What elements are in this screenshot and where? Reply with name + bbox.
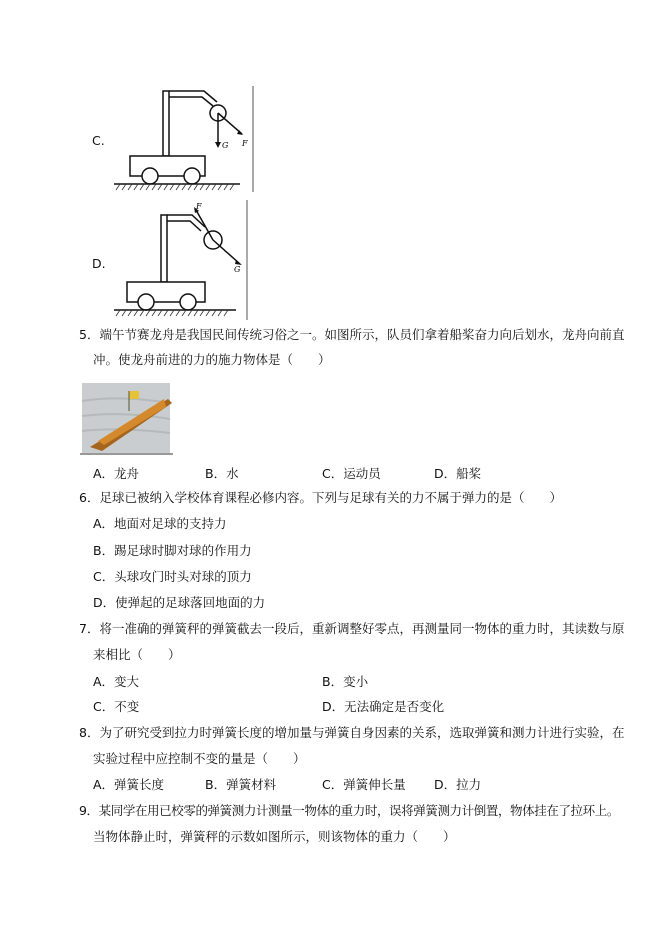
dragon-boat-photo <box>80 381 173 456</box>
q7-option-c: C．不变 <box>93 699 140 714</box>
label-f: F <box>242 139 248 148</box>
option-c-label: C. <box>92 133 105 148</box>
q5-option-b: B．水 <box>205 466 239 481</box>
q8-text-line2: 实验过程中应控制不变的量是（ ） <box>93 751 306 766</box>
q7-option-a: A．变大 <box>93 674 140 689</box>
q6-option-c: C．头球攻门时头对球的顶力 <box>93 569 252 584</box>
q7-text-line1: 7．将一准确的弹簧秤的弹簧截去一段后，重新调整好零点，再测量同一物体的重力时，其读数与原 <box>79 621 625 636</box>
q8-option-c: C．弹簧伸长量 <box>322 777 406 792</box>
q8-option-b: B．弹簧材料 <box>205 777 277 792</box>
q6-text: 6．足球已被纳入学校体育课程必修内容。下列与足球有关的力不属于弹力的是（ ） <box>79 490 562 505</box>
q9-text-line2: 当物体静止时，弹簧秤的示数如图所示，则该物体的重力（ ） <box>93 829 456 844</box>
q7-option-b: B．变小 <box>322 674 369 689</box>
q7-text-line2: 来相比（ ） <box>93 647 181 662</box>
option-d-label: D. <box>92 256 106 271</box>
q6-option-d: D．使弹起的足球落回地面的力 <box>93 595 266 610</box>
q5-option-c: C．运动员 <box>322 466 381 481</box>
q8-option-a: A．弹簧长度 <box>93 777 165 792</box>
label-g: G <box>234 265 241 274</box>
q6-option-a: A．地面对足球的支持力 <box>93 516 227 531</box>
crane-diagram-d <box>112 200 252 322</box>
q7-option-d: D．无法确定是否变化 <box>322 699 445 714</box>
q5-text-line1: 5．端午节赛龙舟是我国民间传统习俗之一。如图所示，队员们拿着船桨奋力向后划水，龙舟向前直 <box>79 327 625 342</box>
q6-option-b: B．踢足球时脚对球的作用力 <box>93 543 252 558</box>
q8-text-line1: 8．为了研究受到拉力时弹簧长度的增加量与弹簧自身因素的关系，选取弹簧和测力计进行实验，在 <box>79 725 625 740</box>
q5-option-d: D．船桨 <box>434 466 482 481</box>
q8-option-d: D．拉力 <box>434 777 482 792</box>
crane-diagram-c <box>112 86 257 194</box>
q5-option-a: A．龙舟 <box>93 466 140 481</box>
label-f: F <box>196 202 202 211</box>
q9-text-line1: 9．某同学在用已校零的弹簧测力计测量一物体的重力时，误将弹簧测力计倒置，物体挂在了拉环上。 <box>79 803 619 818</box>
label-g: G <box>222 141 229 150</box>
q5-text-line2: 冲。使龙舟前进的力的施力物体是（ ） <box>93 352 331 367</box>
